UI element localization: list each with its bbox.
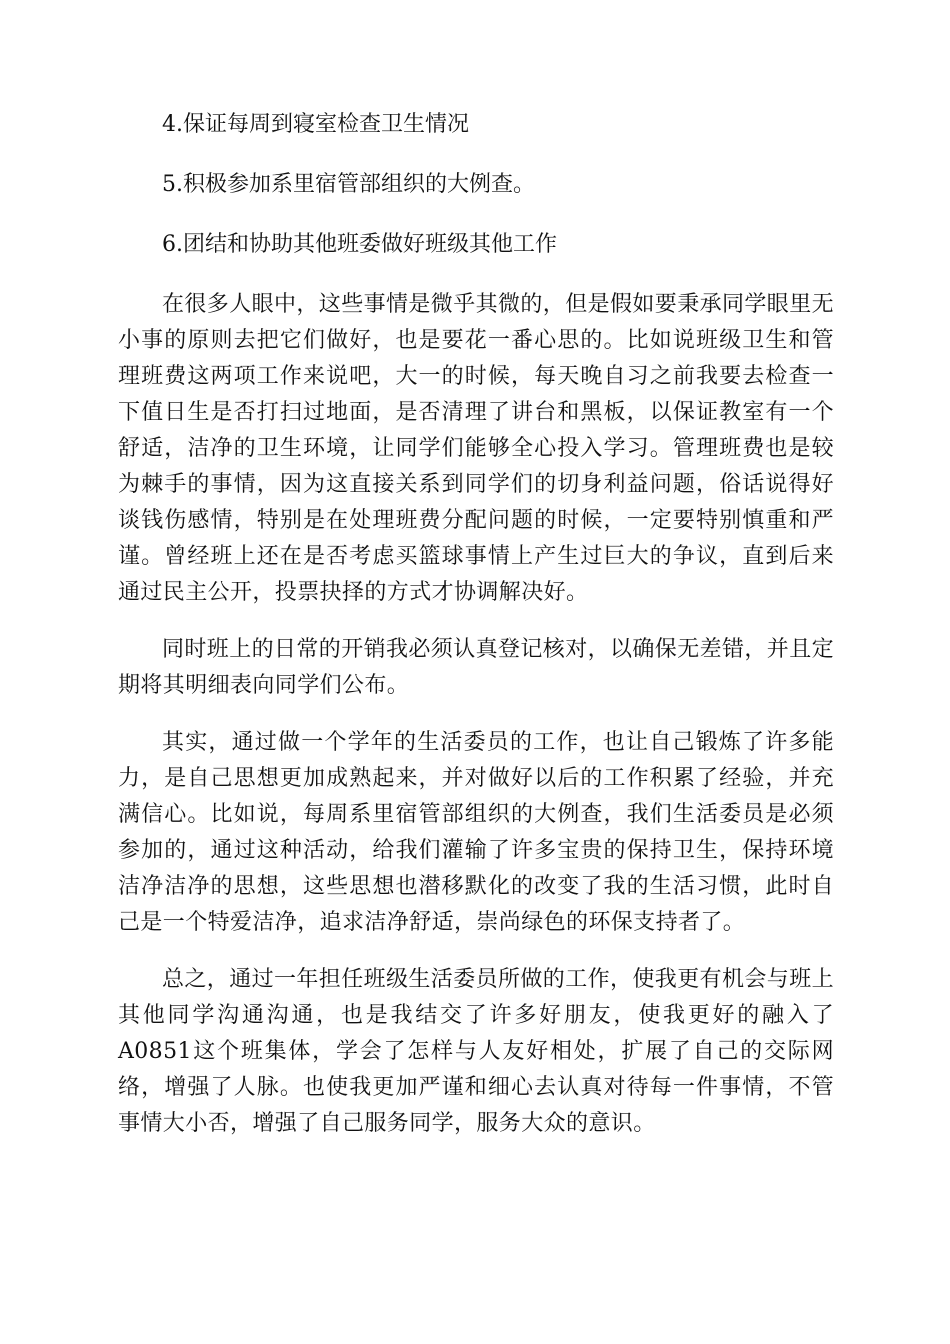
duty-item-6: 6.团结和协助其他班委做好班级其他工作 [162, 232, 557, 257]
duty-item-5: 5.积极参加系里宿管部组织的大例查。 [162, 172, 535, 197]
duty-item-4: 4.保证每周到寝室检查卫生情况 [162, 112, 469, 137]
paragraph-summary: 总之，通过一年担任班级生活委员所做的工作，使我更有机会与班上其他同学沟通沟通，也是我结交了许多好朋友，使我更好的融入了A0851这个班集体，学会了怎样与人友好相处，扩展了自己的交际网络，增强了人脉。也使我更加严谨和细心去认真对待每一件事情，不管事情大小否，增强了自己服务同学，服务大众的意识。 [118, 967, 835, 1136]
paragraph-class-affairs: 在很多人眼中，这些事情是微乎其微的，但是假如要秉承同学眼里无小事的原则去把它们做好，也是要花一番心思的。比如说班级卫生和管理班费这两项工作来说吧，大一的时候，每天晚自习之前我要去检查一下值日生是否打扫过地面，是否清理了讲台和黑板，以保证教室有一个舒适，洁净的卫生环境，让同学们能够全心投入学习。管理班费也是较为棘手的事情，因为这直接关系到同学们的切身利益问题，俗话说得好谈钱伤感情，特别是在处理班费分配问题的时候，一定要特别慎重和严谨。曾经班上还在是否考虑买篮球事情上产生过巨大的争议，直到后来通过民主公开，投票抉择的方式才协调解决好。 [118, 292, 835, 605]
paragraph-growth: 其实，通过做一个学年的生活委员的工作，也让自己锻炼了许多能力，是自己思想更加成熟起来，并对做好以后的工作积累了经验，并充满信心。比如说，每周系里宿管部组织的大例查，我们生活委员是必须参加的，通过这种活动，给我们灌输了许多宝贵的保持卫生，保持环境洁净洁净的思想，这些思想也潜移默化的改变了我的生活习惯，此时自己是一个特爱洁净，追求洁净舒适，崇尚绿色的环保支持者了。 [118, 730, 834, 935]
paragraph-expenses: 同时班上的日常的开销我必须认真登记核对，以确保无差错，并且定期将其明细表向同学们公布。 [118, 637, 835, 698]
document-body [118, 107, 834, 1163]
